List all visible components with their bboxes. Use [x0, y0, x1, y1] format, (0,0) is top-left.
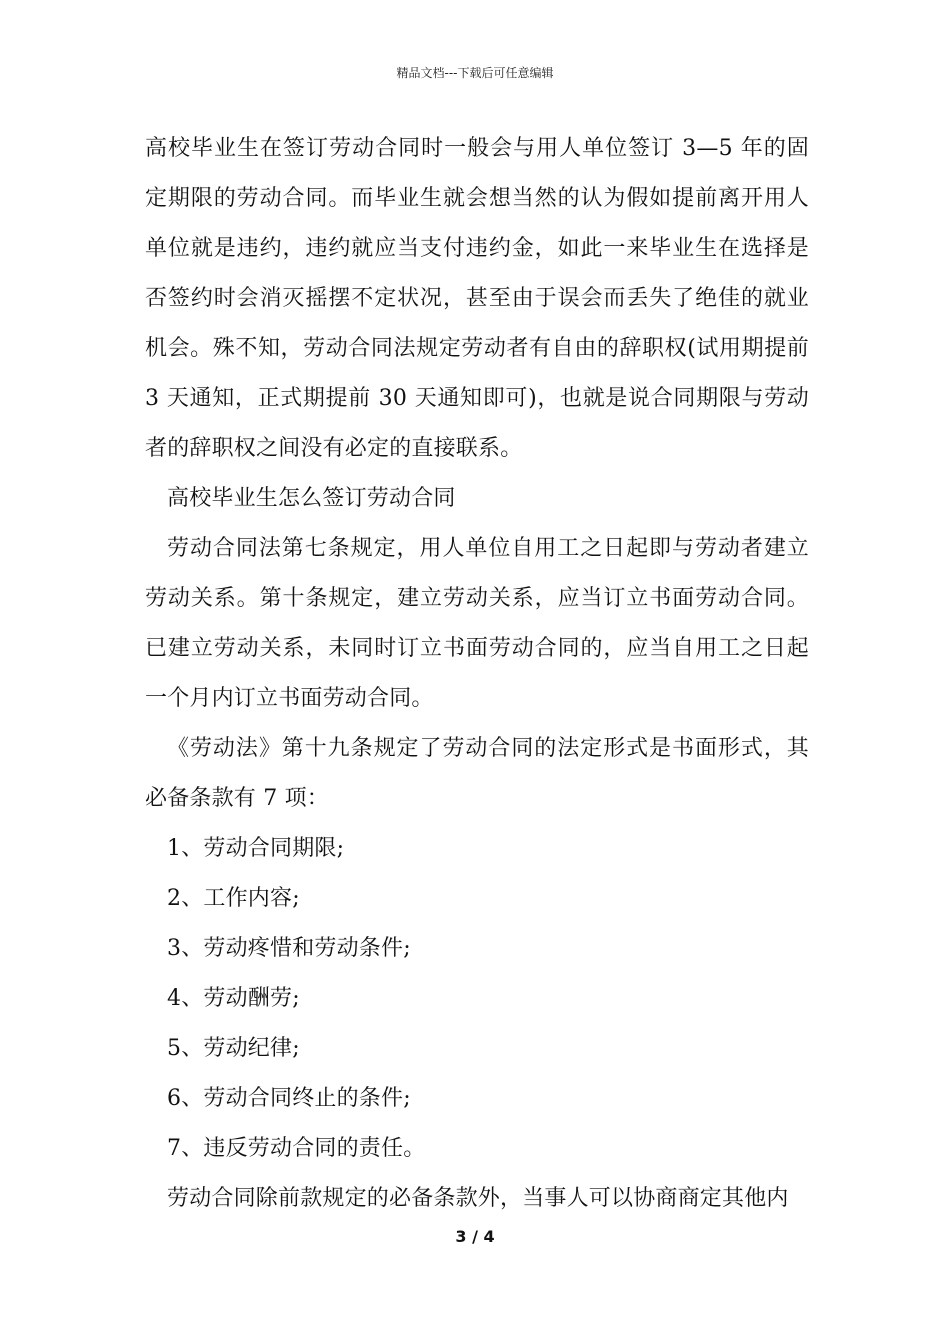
- body-paragraph: 劳动合同除前款规定的必备条款外，当事人可以协商商定其他内: [167, 1186, 789, 1211]
- list-item: 1、劳动合同期限;: [167, 836, 345, 861]
- list-item: 2、工作内容;: [167, 886, 300, 911]
- list-item: 7、违反劳动合同的责任。: [167, 1136, 426, 1161]
- list-item: 5、劳动纪律;: [167, 1036, 300, 1061]
- page-header: 精品文档---下载后可任意编辑: [396, 66, 554, 80]
- body-paragraph: 《劳动法》第十九条规定了劳动合同的法定形式是书面形式，其必备条款有 7 项：: [145, 736, 809, 811]
- body-paragraph: 劳动合同法第七条规定，用人单位自用工之日起即与劳动者建立劳动关系。第十条规定，建立劳动关系，应当订立书面劳动合同。已建立劳动关系，未同时订立书面劳动合同的，应当自用工之日起一个月内订立书面劳动合同。: [145, 536, 809, 711]
- body-paragraph: 高校毕业生在签订劳动合同时一般会与用人单位签订 3—5 年的固定期限的劳动合同。而毕业生就会想当然的认为假如提前离开用人单位就是违约，违约就应当支付违约金，如此一来毕业生在选择是否签约时会消灭摇摆不定状况，甚至由于误会而丢失了绝佳的就业机会。殊不知，劳动合同法规定劳动者有自由的辞职权(试用期提前 3 天通知，正式期提前 30 天通知即可)，也就是说合同期限与劳动者的辞职权之间没有必定的直接联系。: [145, 136, 809, 461]
- section-heading: 高校毕业生怎么签订劳动合同: [167, 486, 456, 511]
- list-item: 4、劳动酬劳;: [167, 986, 300, 1011]
- list-item: 3、劳动疼惜和劳动条件;: [167, 936, 411, 961]
- document-body: [145, 124, 809, 1224]
- list-item: 6、劳动合同终止的条件;: [167, 1086, 411, 1111]
- page-number: 3 / 4: [455, 1227, 495, 1246]
